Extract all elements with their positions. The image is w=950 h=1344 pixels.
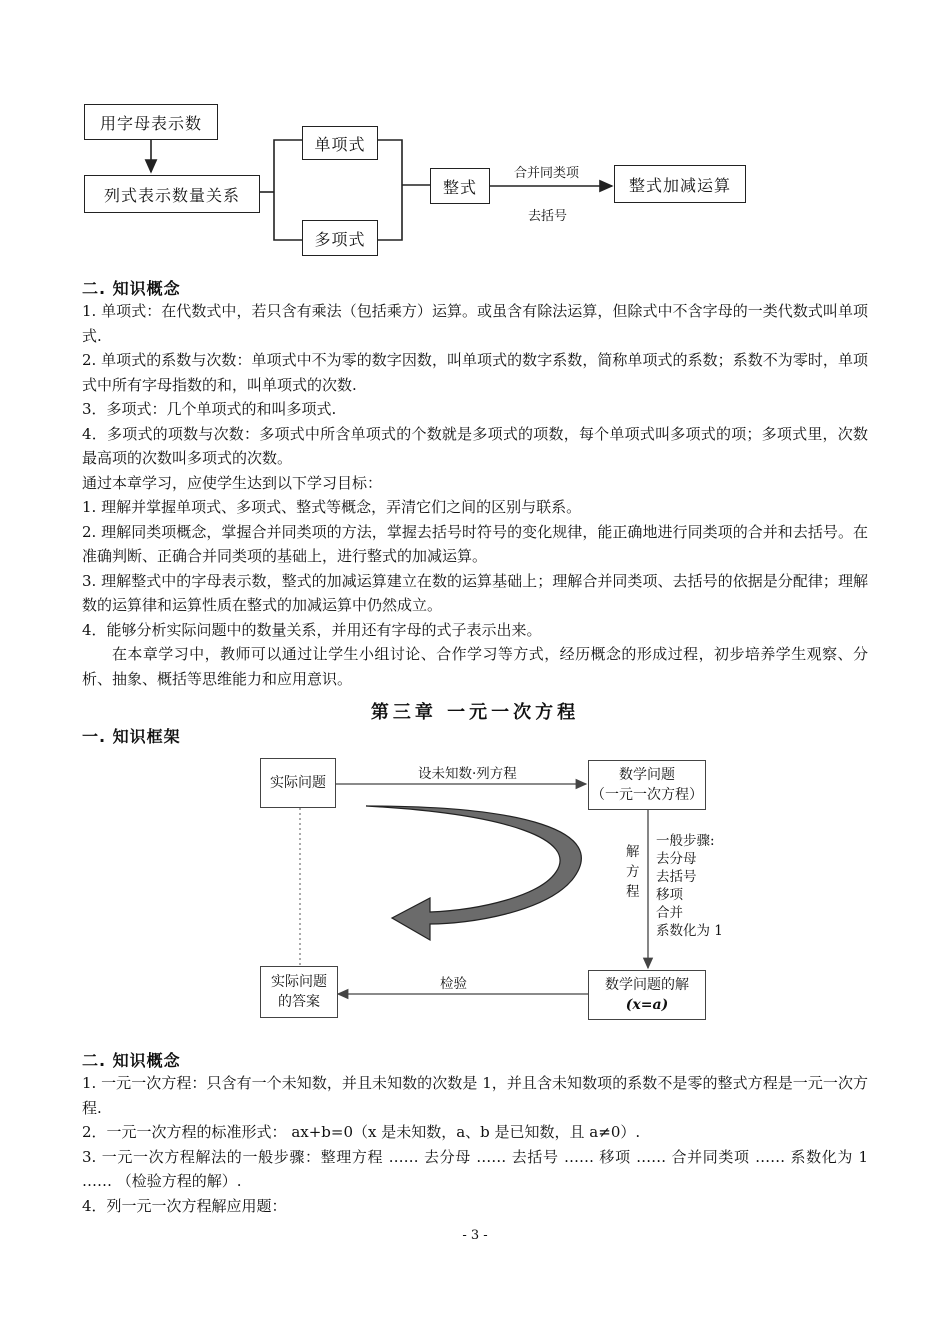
solve-equation-vertical-label (626, 842, 642, 902)
solve-char: 方 (626, 864, 640, 880)
step-item: 系数化为 1 (656, 923, 723, 939)
paragraph: 2．一元一次方程的标准形式： ax+b=0（x 是未知数，a、b 是已知数，且 a≠0）. (82, 1123, 641, 1141)
math-problem-line1: 数学问题 (619, 767, 675, 783)
concepts-text-2 (82, 1071, 868, 1218)
paragraph: 4．列一元一次方程解应用题： (82, 1196, 287, 1215)
paragraph: 4．能够分析实际问题中的数量关系，并用还有字母的式子表示出来。 (82, 620, 542, 639)
monomial-box: 单项式 (302, 126, 378, 160)
paragraph: 4．多项式的项数与次数：多项式中所含单项式的个数就是多项式的项数，每个单项式叫多项式的项；多项式里，次数最高项的次数叫多项式的次数。 (82, 424, 868, 467)
paragraph: 在本章学习中，教师可以通过让学生小组讨论、合作学习等方式，经历概念的形成过程，初步培养学生观察、分析、抽象、概括等思维能力和应用意识。 (82, 645, 868, 688)
integral-expression-box: 整式 (430, 168, 490, 204)
paragraph: 3. 理解整式中的字母表示数，整式的加减运算建立在数的运算基础上；理解合并同类项、去括号的依据是分配律；理解数的运算律和运算性质在整式的加减运算中仍然成立。 (82, 571, 868, 614)
paragraph: 3．多项式：几个单项式的和叫多项式. (82, 400, 337, 418)
section-title-concepts-2: 二. 知识概念 (82, 1051, 181, 1070)
paragraph: 3. 一元一次方程解法的一般步骤：整理方程 …… 去分母 …… 去括号 …… 移项 …… 合并同类项 …… 系数化为 1 …… （检验方程的解）. (82, 1147, 868, 1190)
math-solution-line2: (x=a) (625, 997, 669, 1013)
section-title-framework: 一. 知识框架 (82, 727, 181, 746)
section-title-concepts: 二. 知识概念 (82, 279, 181, 298)
set-unknown-label: 设未知数·列方程 (418, 766, 517, 782)
real-answer-line2: 的答案 (278, 994, 320, 1010)
real-answer-box (260, 966, 338, 1018)
solve-char: 程 (626, 884, 640, 900)
paragraph: 通过本章学习，应使学生达到以下学习目标： (82, 473, 383, 492)
math-solution-line1: 数学问题的解 (605, 977, 689, 993)
math-problem-line2: （一元一次方程） (591, 787, 703, 803)
polynomial-box: 多项式 (302, 220, 378, 256)
verify-label: 检验 (440, 976, 467, 992)
return-curve-arrow (366, 806, 581, 940)
step-item: 合并 (656, 905, 683, 921)
step-item: 移项 (656, 887, 683, 903)
general-steps-list (656, 832, 723, 940)
math-problem-box (588, 760, 706, 810)
letters-represent-numbers-box: 用字母表示数 (84, 104, 218, 140)
math-solution-box (588, 970, 706, 1020)
paragraph: 1. 单项式：在代数式中，若只含有乘法（包括乘方）运算。或虽含有除法运算，但除式中不含字母的一类代数式叫单项式. (82, 302, 868, 345)
page-number: - 3 - (462, 1228, 488, 1243)
real-problem-box (260, 758, 336, 808)
chapter-title: 第三章 一元一次方程 (370, 702, 580, 723)
combine-like-terms-label: 合并同类项 (514, 166, 580, 181)
express-quantity-relation-box: 列式表示数量关系 (84, 175, 260, 213)
solve-char: 解 (626, 844, 640, 860)
step-item: 去分母 (656, 851, 697, 867)
paragraph: 2. 单项式的系数与次数：单项式中不为零的数字因数，叫单项式的数字系数，简称单项式的系数；系数不为零时，单项式中所有字母指数的和，叫单项式的次数. (82, 351, 868, 394)
step-item: 一般步骤: (656, 833, 715, 849)
paragraph: 1. 一元一次方程：只含有一个未知数，并且未知数的次数是 1，并且含未知数项的系数不是零的整式方程是一元一次方程. (82, 1074, 868, 1117)
paragraph: 1. 理解并掌握单项式、多项式、整式等概念，弄清它们之间的区别与联系。 (82, 498, 582, 516)
real-answer-line1: 实际问题 (271, 974, 327, 990)
real-problem-text: 实际问题 (270, 775, 326, 791)
paragraph: 2. 理解同类项概念，掌握合并同类项的方法，掌握去括号时符号的变化规律，能正确地进行同类项的合并和去括号。在准确判断、正确合并同类项的基础上，进行整式的加减运算。 (82, 522, 868, 565)
integral-addsub-box: 整式加减运算 (614, 165, 746, 203)
remove-brackets-label: 去括号 (528, 209, 568, 224)
step-item: 去括号 (656, 869, 697, 885)
